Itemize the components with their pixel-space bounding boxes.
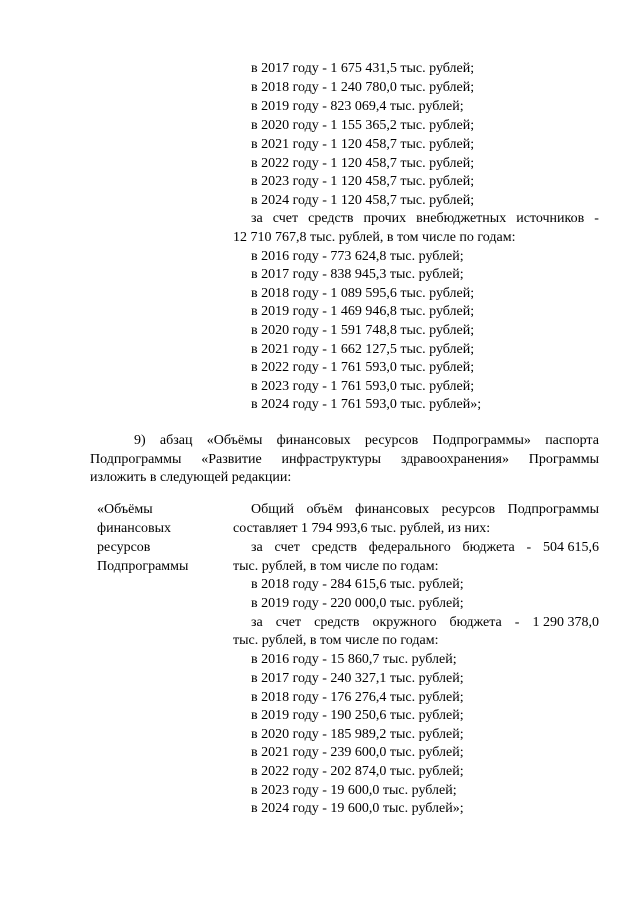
okrug-line2: тыс. рублей, в том числе по годам: bbox=[233, 633, 439, 648]
federal-line2: тыс. рублей, в том числе по годам: bbox=[233, 559, 439, 574]
label-line-2: финансовых bbox=[97, 521, 171, 536]
paragraph9-line3: изложить в следующей редакции: bbox=[90, 470, 292, 485]
extrabudget-year-2018: в 2018 году - 1 089 595,6 тыс. рублей; bbox=[251, 286, 475, 301]
okrug-year-2016: в 2016 году - 15 860,7 тыс. рублей; bbox=[251, 652, 457, 667]
label-line-1: «Объёмы bbox=[97, 502, 153, 517]
okrug-year-2023: в 2023 году - 19 600,0 тыс. рублей; bbox=[251, 783, 457, 798]
federal-year-2019: в 2019 году - 220 000,0 тыс. рублей; bbox=[251, 596, 464, 611]
okrug-year-2020: в 2020 году - 185 989,2 тыс. рублей; bbox=[251, 727, 464, 742]
federal-heading: за счет средств федерального бюджета - 504 615,6 bbox=[251, 540, 599, 555]
label-line-3: ресурсов bbox=[97, 540, 151, 555]
paragraph9-line1: 9) абзац «Объёмы финансовых ресурсов Подпрограммы» паспорта bbox=[134, 433, 599, 448]
top-year-2023: в 2023 году - 1 120 458,7 тыс. рублей; bbox=[251, 174, 475, 189]
paragraph9-line2: Подпрограммы «Развитие инфраструктуры здравоохранения» Программы bbox=[90, 452, 599, 467]
okrug-year-2018: в 2018 году - 176 276,4 тыс. рублей; bbox=[251, 690, 464, 705]
okrug-year-2022: в 2022 году - 202 874,0 тыс. рублей; bbox=[251, 764, 464, 779]
extrabudget-year-2017: в 2017 году - 838 945,3 тыс. рублей; bbox=[251, 267, 464, 282]
top-year-2022: в 2022 году - 1 120 458,7 тыс. рублей; bbox=[251, 156, 475, 171]
top-year-2018: в 2018 году - 1 240 780,0 тыс. рублей; bbox=[251, 80, 475, 95]
top-year-2019: в 2019 году - 823 069,4 тыс. рублей; bbox=[251, 99, 464, 114]
extrabudget-year-2019: в 2019 году - 1 469 946,8 тыс. рублей; bbox=[251, 304, 475, 319]
okrug-year-2019: в 2019 году - 190 250,6 тыс. рублей; bbox=[251, 708, 464, 723]
top-year-2024: в 2024 году - 1 120 458,7 тыс. рублей; bbox=[251, 193, 475, 208]
extrabudget-year-2016: в 2016 году - 773 624,8 тыс. рублей; bbox=[251, 249, 464, 264]
okrug-heading: за счет средств окружного бюджета - 1 290 378,0 bbox=[251, 615, 599, 630]
extrabudget-year-2022: в 2022 году - 1 761 593,0 тыс. рублей; bbox=[251, 360, 475, 375]
extrabudget-total: 12 710 767,8 тыс. рублей, в том числе по годам: bbox=[233, 230, 516, 245]
okrug-year-2017: в 2017 году - 240 327,1 тыс. рублей; bbox=[251, 671, 464, 686]
extrabudget-year-2020: в 2020 году - 1 591 748,8 тыс. рублей; bbox=[251, 323, 475, 338]
extrabudget-heading: за счет средств прочих внебюджетных источников - bbox=[251, 211, 599, 226]
right-intro-line1: Общий объём финансовых ресурсов Подпрограммы bbox=[251, 502, 599, 517]
extrabudget-year-2021: в 2021 году - 1 662 127,5 тыс. рублей; bbox=[251, 342, 475, 357]
top-year-2021: в 2021 году - 1 120 458,7 тыс. рублей; bbox=[251, 137, 475, 152]
top-year-2020: в 2020 году - 1 155 365,2 тыс. рублей; bbox=[251, 118, 475, 133]
top-year-2017: в 2017 году - 1 675 431,5 тыс. рублей; bbox=[251, 61, 475, 76]
federal-year-2018: в 2018 году - 284 615,6 тыс. рублей; bbox=[251, 577, 464, 592]
okrug-year-2021: в 2021 году - 239 600,0 тыс. рублей; bbox=[251, 745, 464, 760]
right-intro-line2: составляет 1 794 993,6 тыс. рублей, из них: bbox=[233, 521, 491, 536]
okrug-year-2024: в 2024 году - 19 600,0 тыс. рублей»; bbox=[251, 801, 464, 816]
label-line-4: Подпрограммы bbox=[97, 559, 189, 574]
extrabudget-year-2024: в 2024 году - 1 761 593,0 тыс. рублей»; bbox=[251, 397, 482, 412]
extrabudget-year-2023: в 2023 году - 1 761 593,0 тыс. рублей; bbox=[251, 379, 475, 394]
